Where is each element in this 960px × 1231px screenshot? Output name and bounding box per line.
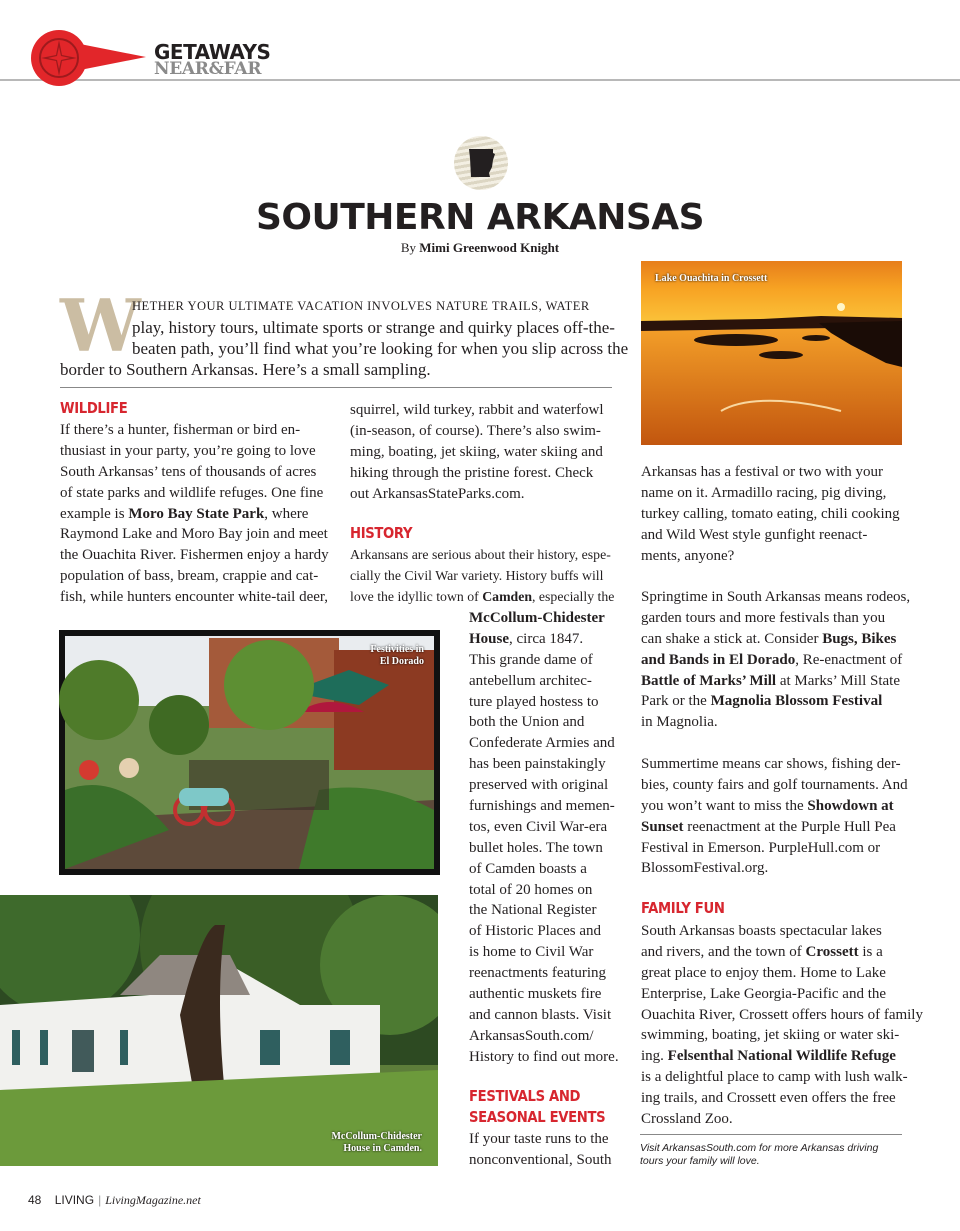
text-line: love the idyllic town of Camden, especially the [350,588,615,604]
text-line: bies, county fairs and golf tournaments. And [641,776,908,793]
text-line: Arkansas has a festival or two with your [641,464,884,480]
history-narrow-text [469,608,619,1068]
summertime-text [641,754,908,879]
springtime-text [641,587,911,733]
page-footer [28,1193,201,1208]
text-line: Park or the Magnolia Blossom Festival [641,693,883,710]
drop-cap: W [60,283,141,368]
history-text [350,545,615,608]
caption-house [331,1131,422,1155]
footer-separator: | [98,1193,102,1207]
caption-line: House in Camden. [343,1143,422,1154]
section-kicker-getaways: GETAWAYS [154,40,271,64]
tip-rule [640,1134,902,1135]
text-line: If there’s a hunter, fisherman or bird en- [60,422,301,438]
text-line: Ouachita River, Crossett offers hours of family [641,1006,923,1023]
wildlife-text [60,420,332,608]
text-line: squirrel, wild turkey, rabbit and waterfowl [350,402,604,418]
text-line: Springtime in South Arkansas means rodeos, [641,589,911,605]
text-line: is home to Civil War [469,944,594,961]
magazine-name: LIVING [54,1193,95,1207]
text-line: furnishings and memen- [469,798,615,815]
text-line: History to find out more. [469,1048,619,1065]
text-line: Crossland Zoo. [641,1111,733,1128]
page-number: 48 [28,1193,42,1207]
text-line: ments, anyone? [641,547,735,564]
text-line: can shake a stick at. Consider Bugs, Bikes [641,630,897,647]
tip-line: tours your family will love. [640,1155,760,1167]
photo-lake-ouachita [641,261,902,445]
text-line: the National Register [469,902,597,919]
text-line: total of 20 homes on [469,881,593,898]
byline-author: Mimi Greenwood Knight [419,240,560,255]
text-line: and rivers, and the town of Crossett is a [641,943,883,960]
text-line: BlossomFestival.org. [641,860,769,877]
text-line: Confederate Armies and [469,735,615,752]
heading-family-fun: FAMILY FUN [641,899,725,917]
intro-line: beaten path, you’ll find what you’re looking for when you slip across the [132,339,629,358]
caption-line: Festivities in [370,644,424,655]
byline [0,240,960,256]
intro-line: play, history tours, ultimate sports or strange and quirky places off-the- [132,318,615,337]
photo-mccollum-chidester-house [0,895,438,1166]
text-line: in Magnolia. [641,714,718,731]
text-line: ing. Felsenthal National Wildlife Refuge [641,1048,896,1065]
travel-tip [640,1142,902,1168]
text-line: Festival in Emerson. PurpleHull.com or [641,839,881,856]
text-line: ing trails, and Crossett even offers the free [641,1090,896,1107]
text-line: South Arkansas boasts spectacular lakes [641,923,882,939]
intro-line: border to Southern Arkansas. Here’s a small sampling. [60,360,431,379]
text-line: preserved with original [469,777,609,794]
caption-lake: Lake Ouachita in Crossett [655,273,768,284]
intro-paragraph [60,283,629,380]
wildlife-continued-text [350,400,612,504]
text-line: garden tours and more festivals than you [641,609,886,626]
text-line: Arkansans are serious about their history, espe- [350,547,611,562]
text-line: out ArkansasStateParks.com. [350,485,525,502]
text-line: If your taste runs to the [469,1131,609,1147]
pennant-icon [80,44,146,70]
text-line: bullet holes. The town [469,839,603,856]
text-line: (in-season, of course). There’s also swim- [350,422,601,439]
text-line: of Historic Places and [469,923,602,940]
text-line: has been painstakingly [469,756,606,773]
text-line: Sunset reenactment at the Purple Hull Pea [641,818,896,835]
text-line: ture played hostess to [469,693,599,710]
tip-line: Visit ArkansasSouth.com for more Arkansas driving [640,1142,879,1154]
text-line: House, circa 1847. [469,630,584,647]
text-line: reenactments featuring [469,965,607,982]
text-line: thusiast in your party, you’re going to love [60,442,316,459]
festivals-text [469,1129,615,1171]
heading-history: HISTORY [350,524,413,542]
heading-wildlife: WILDLIFE [60,399,128,417]
text-line: name on it. Armadillo racing, pig diving, [641,484,887,501]
byline-prefix: By [400,240,417,255]
text-line: cially the Civil War variety. History buffs will [350,567,604,583]
text-line: the Ouachita River. Fishermen enjoy a hardy [60,547,329,564]
text-line: hiking through the pristine forest. Check [350,464,594,481]
caption-line: El Dorado [379,656,424,667]
text-line: South Arkansas’ tens of thousands of acres [60,463,317,480]
text-line: Summertime means car shows, fishing der- [641,756,901,772]
text-line: is a delightful place to camp with lush walk- [641,1069,908,1086]
caption-festivities [370,644,424,668]
text-line: nonconventional, South [469,1151,612,1168]
heading-festivals-1: FESTIVALS AND [469,1087,581,1105]
festivals-text-continued [641,462,903,566]
text-line: both the Union and [469,714,585,731]
text-line: population of bass, bream, crappie and cat- [60,568,319,585]
intro-rule [60,387,612,388]
heading-festivals-2: SEASONAL EVENTS [469,1108,606,1126]
text-line: authentic muskets fire [469,986,602,1003]
text-line: This grande dame of [469,651,593,668]
family-fun-text [641,921,923,1130]
text-line: Enterprise, Lake Georgia-Pacific and the [641,985,887,1002]
text-line: and Wild West style gunfight reenact- [641,526,868,543]
text-line: great place to enjoy them. Home to Lake [641,964,886,981]
text-line: and cannon blasts. Visit [469,1006,612,1023]
text-line: McCollum-Chidester [469,610,605,626]
photo-festivities-el-dorado [59,630,440,875]
text-line: you won’t want to miss the Showdown at [641,797,894,814]
text-line: ArkansasSouth.com/ [469,1027,594,1044]
text-line: tos, even Civil War-era [469,818,608,835]
text-line: fish, while hunters encounter white-tail deer, [60,589,329,606]
text-line: and Bands in El Dorado, Re-enactment of [641,651,903,668]
section-kicker-near-far: NEAR&FAR [154,59,262,79]
text-line: Raymond Lake and Moro Bay join and meet [60,526,328,543]
text-line: of Camden boasts a [469,860,587,877]
text-line: ming, boating, jet skiing, water skiing and [350,443,603,460]
text-line: antebellum architec- [469,672,592,689]
magazine-website: LivingMagazine.net [105,1193,201,1207]
arkansas-state-icon [454,136,508,190]
text-line: example is Moro Bay State Park, where [60,505,309,522]
header-rule [0,79,960,81]
text-line: Battle of Marks’ Mill at Marks’ Mill State [641,672,900,689]
article-title: SOUTHERN ARKANSAS [255,197,705,238]
text-line: of state parks and wildlife refuges. One fine [60,484,324,501]
intro-line: HETHER YOUR ULTIMATE VACATION INVOLVES NATURE TRAILS, WATER [132,299,590,313]
compass-logo-icon [31,30,87,86]
text-line: turkey calling, tomato eating, chili cooking [641,505,900,522]
caption-line: McCollum-Chidester [331,1131,422,1142]
text-line: swimming, boating, jet skiing or water ski- [641,1027,900,1044]
